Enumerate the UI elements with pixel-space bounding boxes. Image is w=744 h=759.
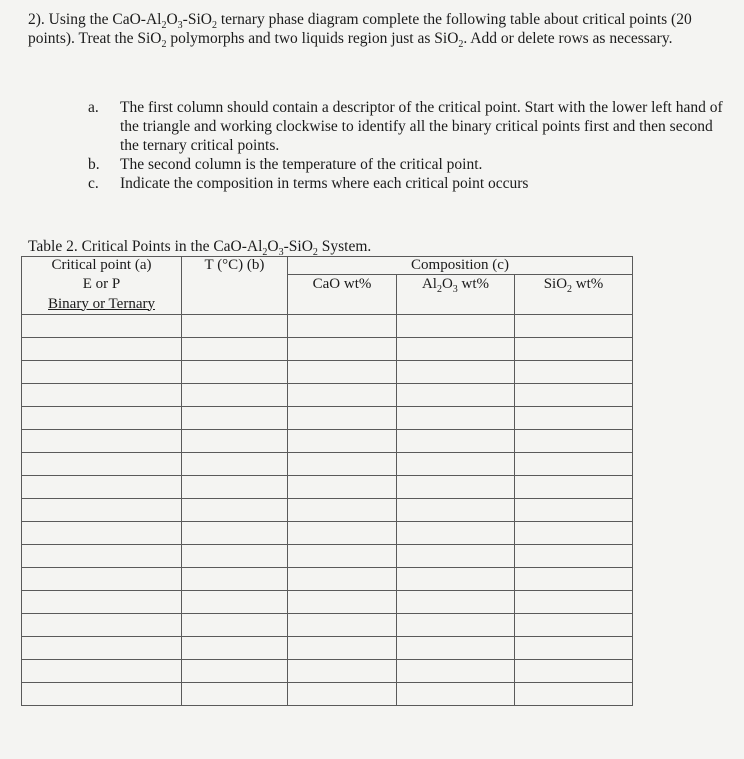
table-row xyxy=(22,476,633,499)
cell-al2o3[interactable] xyxy=(397,522,515,545)
cell-temperature[interactable] xyxy=(182,338,288,361)
cell-critical-point[interactable] xyxy=(22,660,182,683)
instruction-item xyxy=(88,98,728,155)
cell-critical-point[interactable] xyxy=(22,683,182,706)
cell-cao[interactable] xyxy=(288,614,397,637)
cell-temperature[interactable] xyxy=(182,499,288,522)
table-row xyxy=(22,315,633,338)
cell-cao[interactable] xyxy=(288,453,397,476)
table-row xyxy=(22,430,633,453)
cell-al2o3[interactable] xyxy=(397,384,515,407)
cell-temperature[interactable] xyxy=(182,568,288,591)
cell-sio2[interactable] xyxy=(515,683,633,706)
cell-critical-point[interactable] xyxy=(22,453,182,476)
table-row xyxy=(22,591,633,614)
cell-critical-point[interactable] xyxy=(22,522,182,545)
cell-cao[interactable] xyxy=(288,660,397,683)
cell-sio2[interactable] xyxy=(515,545,633,568)
cell-al2o3[interactable] xyxy=(397,361,515,384)
table-row xyxy=(22,499,633,522)
cell-critical-point[interactable] xyxy=(22,568,182,591)
cell-cao[interactable] xyxy=(288,499,397,522)
cell-critical-point[interactable] xyxy=(22,614,182,637)
instruction-marker: a. xyxy=(88,99,99,116)
table-row xyxy=(22,637,633,660)
cell-critical-point[interactable] xyxy=(22,338,182,361)
table-row xyxy=(22,683,633,706)
instruction-item xyxy=(88,174,728,193)
cell-critical-point[interactable] xyxy=(22,315,182,338)
header-sio2-end xyxy=(515,294,633,315)
table-row xyxy=(22,568,633,591)
header-e-or-p: E or P xyxy=(22,275,182,295)
cell-al2o3[interactable] xyxy=(397,660,515,683)
cell-al2o3[interactable] xyxy=(397,568,515,591)
cell-critical-point[interactable] xyxy=(22,384,182,407)
cell-temperature[interactable] xyxy=(182,522,288,545)
question-text: 2). Using the CaO-$Al_2O_3-SiO_2$ ternary phase diagram complete the following table about critical points (20 points). Treat the SiO$_2$ polymorphs and two liquids region just as SiO$_2$. Add or delete rows as necessary. xyxy=(28,11,692,51)
cell-sio2[interactable] xyxy=(515,430,633,453)
table-row xyxy=(22,407,633,430)
table-row xyxy=(22,522,633,545)
cell-al2o3[interactable] xyxy=(397,545,515,568)
header-al2o3: $Al_2O_3$ wt% xyxy=(397,275,515,295)
cell-sio2[interactable] xyxy=(515,499,633,522)
cell-al2o3[interactable] xyxy=(397,614,515,637)
cell-critical-point[interactable] xyxy=(22,637,182,660)
header-cao-end xyxy=(288,294,397,315)
cell-cao[interactable] xyxy=(288,545,397,568)
table-row xyxy=(22,660,633,683)
table-caption: Table 2. Critical Points in the CaO-$Al_2O_3-SiO_2$ System. xyxy=(28,238,372,259)
header-temperature: T (°C) (b) xyxy=(182,257,288,275)
cell-cao[interactable] xyxy=(288,522,397,545)
cell-temperature[interactable] xyxy=(182,637,288,660)
cell-al2o3[interactable] xyxy=(397,637,515,660)
cell-temperature[interactable] xyxy=(182,384,288,407)
critical-points-table xyxy=(21,256,633,706)
cell-critical-point[interactable] xyxy=(22,430,182,453)
header-temperature-cont xyxy=(182,275,288,295)
cell-temperature[interactable] xyxy=(182,683,288,706)
cell-cao[interactable] xyxy=(288,591,397,614)
cell-temperature[interactable] xyxy=(182,660,288,683)
cell-sio2[interactable] xyxy=(515,660,633,683)
instruction-marker: c. xyxy=(88,175,99,192)
header-temperature-end xyxy=(182,294,288,315)
cell-sio2[interactable] xyxy=(515,338,633,361)
cell-sio2[interactable] xyxy=(515,522,633,545)
cell-al2o3[interactable] xyxy=(397,476,515,499)
header-sio2: SiO$_2$ wt% xyxy=(515,275,633,295)
cell-sio2[interactable] xyxy=(515,614,633,637)
cell-al2o3[interactable] xyxy=(397,453,515,476)
instruction-text: Indicate the composition in terms where each critical point occurs xyxy=(120,175,529,192)
instruction-list xyxy=(88,98,728,193)
cell-al2o3[interactable] xyxy=(397,315,515,338)
cell-cao[interactable] xyxy=(288,361,397,384)
header-binary-or-ternary-text: Binary or Ternary xyxy=(48,295,155,312)
cell-critical-point[interactable] xyxy=(22,545,182,568)
cell-sio2[interactable] xyxy=(515,568,633,591)
cell-cao[interactable] xyxy=(288,683,397,706)
cell-sio2[interactable] xyxy=(515,407,633,430)
cell-cao[interactable] xyxy=(288,476,397,499)
cell-temperature[interactable] xyxy=(182,407,288,430)
instruction-text: The first column should contain a descriptor of the critical point. Start with the lower left hand of the triangle and working clockwise to identify all the binary critical points first and then second the ternary critical points. xyxy=(120,99,723,154)
cell-sio2[interactable] xyxy=(515,637,633,660)
table-row xyxy=(22,545,633,568)
cell-sio2[interactable] xyxy=(515,384,633,407)
cell-sio2[interactable] xyxy=(515,361,633,384)
cell-critical-point[interactable] xyxy=(22,476,182,499)
cell-critical-point[interactable] xyxy=(22,591,182,614)
table-row xyxy=(22,338,633,361)
header-composition: Composition (c) xyxy=(288,257,633,275)
cell-cao[interactable] xyxy=(288,338,397,361)
cell-sio2[interactable] xyxy=(515,591,633,614)
cell-critical-point[interactable] xyxy=(22,407,182,430)
table-body xyxy=(22,315,633,706)
table-row xyxy=(22,453,633,476)
cell-temperature[interactable] xyxy=(182,614,288,637)
cell-temperature[interactable] xyxy=(182,430,288,453)
instruction-text: The second column is the temperature of the critical point. xyxy=(120,156,483,173)
cell-critical-point[interactable] xyxy=(22,499,182,522)
cell-temperature[interactable] xyxy=(182,453,288,476)
cell-al2o3[interactable] xyxy=(397,499,515,522)
header-binary-or-ternary xyxy=(22,294,182,315)
cell-sio2[interactable] xyxy=(515,453,633,476)
cell-cao[interactable] xyxy=(288,315,397,338)
cell-critical-point[interactable] xyxy=(22,361,182,384)
cell-temperature[interactable] xyxy=(182,315,288,338)
cell-sio2[interactable] xyxy=(515,476,633,499)
header-al2o3-end xyxy=(397,294,515,315)
cell-temperature[interactable] xyxy=(182,545,288,568)
cell-al2o3[interactable] xyxy=(397,430,515,453)
cell-cao[interactable] xyxy=(288,430,397,453)
table-row xyxy=(22,384,633,407)
table-row xyxy=(22,361,633,384)
cell-cao[interactable] xyxy=(288,384,397,407)
instruction-item xyxy=(88,155,728,174)
cell-temperature[interactable] xyxy=(182,476,288,499)
cell-cao[interactable] xyxy=(288,407,397,430)
header-cao: CaO wt% xyxy=(288,275,397,295)
cell-al2o3[interactable] xyxy=(397,591,515,614)
cell-temperature[interactable] xyxy=(182,591,288,614)
cell-al2o3[interactable] xyxy=(397,338,515,361)
cell-cao[interactable] xyxy=(288,637,397,660)
cell-cao[interactable] xyxy=(288,568,397,591)
cell-al2o3[interactable] xyxy=(397,407,515,430)
table-row xyxy=(22,614,633,637)
cell-al2o3[interactable] xyxy=(397,683,515,706)
cell-sio2[interactable] xyxy=(515,315,633,338)
header-critical-point: Critical point (a) xyxy=(22,257,182,275)
instruction-marker: b. xyxy=(88,156,100,173)
cell-temperature[interactable] xyxy=(182,361,288,384)
